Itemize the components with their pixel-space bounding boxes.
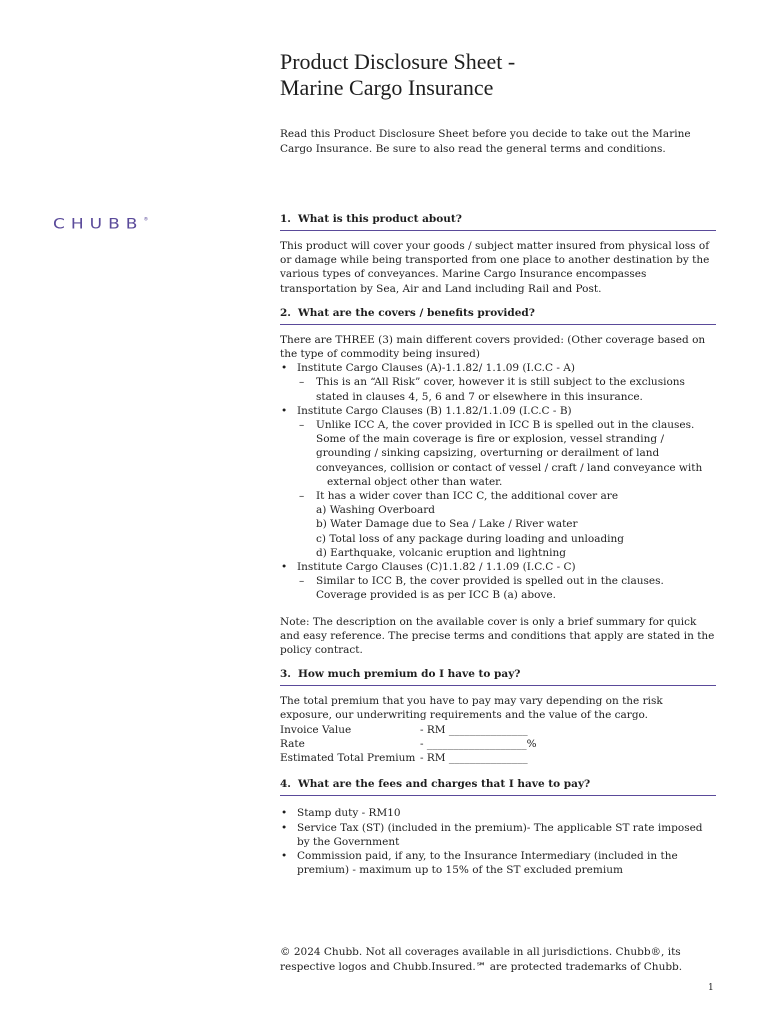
section-3-body: The total premium that you have to pay may vary depending on the risk exposure, our underwriting requirements and the value of the cargo. <box>280 695 663 722</box>
premium-row-label: Rate <box>280 737 305 750</box>
fee-item: • Commission paid, if any, to the Insurance Intermediary (included in the premium) - maximum up to 15% of the ST excluded premium <box>280 849 716 877</box>
additional-cover-c: c) Total loss of any package during loading and unloading <box>316 532 625 545</box>
cover-icc-b-detail-2-text: It has a wider cover than ICC C, the additional cover are <box>316 490 619 503</box>
covers-list <box>280 361 716 602</box>
cover-icc-c-title: Institute Cargo Clauses (C)1.1.82 / 1.1.09 (I.C.C - C) <box>297 561 576 574</box>
intro-paragraph: Read this Product Disclosure Sheet before you decide to take out the Marine Cargo Insurance. Be sure to also read the general terms and conditions. <box>280 128 691 155</box>
premium-row <box>280 723 716 737</box>
premium-row-label: Estimated Total Premium <box>280 752 416 765</box>
copyright-footer <box>280 945 700 974</box>
logo-registered-mark: ® <box>143 217 149 223</box>
page-title-line-1: Product Disclosure Sheet - <box>280 49 516 74</box>
section-2-intro: There are THREE (3) main different covers provided: (Other coverage based on the type of commodity being insured) <box>280 333 706 361</box>
premium-row-label: Invoice Value <box>280 723 352 736</box>
cover-icc-c <box>280 560 716 603</box>
section-4-title: What are the fees and charges that I have to pay? <box>298 778 591 791</box>
chubb-logo <box>53 216 148 233</box>
premium-row-value: - RM _______________ <box>420 752 528 765</box>
cover-icc-b-detail-1 <box>297 418 716 489</box>
section-2-heading <box>280 306 716 325</box>
premium-row <box>280 751 716 765</box>
copyright-line-2: respective logos and Chubb.Insured.℠ are protected trademarks of Chubb. <box>280 960 683 973</box>
section-1-number: 1. <box>280 213 291 225</box>
section-2-number: 2. <box>280 306 291 319</box>
fees-list <box>280 806 716 877</box>
section-2-title: What are the covers / benefits provided? <box>298 306 535 319</box>
cover-icc-b-detail-1-text: Unlike ICC A, the cover provided in ICC B is spelled out in the clauses. Some of the main coverage is fire or explosion, vessel stranding / grounding / sinking capsizing, overturning or derailment of land conveyances, collision or contact of vessel / craft / land conveyance with <box>316 419 703 474</box>
section-1-heading <box>280 212 716 231</box>
fee-item: • Stamp duty - RM10 <box>280 806 716 820</box>
section-4-number: 4. <box>280 778 291 791</box>
premium-row-value: - RM _______________ <box>420 723 528 736</box>
additional-cover-d: d) Earthquake, volcanic eruption and lightning <box>316 546 566 559</box>
section-3-heading <box>280 667 716 686</box>
cover-icc-b-title: Institute Cargo Clauses (B) 1.1.82/1.1.09 (I.C.C - B) <box>297 404 572 417</box>
page-title <box>280 49 700 101</box>
fee-item: • Service Tax (ST) (included in the premium)- The applicable ST rate imposed by the Government <box>280 821 716 849</box>
premium-block <box>280 694 716 765</box>
section-2-note: Note: The description on the available cover is only a brief summary for quick and easy reference. The precise terms and conditions that apply are stated in the policy contract. <box>280 615 715 657</box>
logo-text: CHUBB <box>53 215 144 233</box>
section-1-title: What is this product about? <box>298 213 462 225</box>
section-1-body: This product will cover your goods / subject matter insured from physical loss of or damage while being transported from one place to another destination by the various types of conveyances. Marine Cargo Insurance encompasses transportation by Sea, Air and Land including Rail and Post. <box>280 240 710 295</box>
section-3-title: How much premium do I have to pay? <box>298 668 521 681</box>
main-content <box>280 212 716 877</box>
section-4-heading <box>280 777 716 796</box>
cover-icc-b-detail-2 <box>297 489 716 560</box>
cover-icc-a-detail: – This is an “All Risk” cover, however it is still subject to the exclusions stated in clauses 4, 5, 6 and 7 or elsewhere in this insurance. <box>297 375 716 403</box>
section-3-number: 3. <box>280 668 291 681</box>
premium-row-value: - ___________________% <box>420 737 537 750</box>
page-number: 1 <box>708 983 714 993</box>
premium-row <box>280 737 716 751</box>
cover-icc-b <box>280 404 716 560</box>
cover-icc-b-detail-1-continued: external object other than water. <box>327 475 503 488</box>
page-title-line-2: Marine Cargo Insurance <box>280 75 494 100</box>
cover-icc-c-detail: – Similar to ICC B, the cover provided is spelled out in the clauses. Coverage provided is as per ICC B (a) above. <box>297 574 716 602</box>
additional-cover-a: a) Washing Overboard <box>316 504 435 517</box>
cover-icc-a-title: Institute Cargo Clauses (A)-1.1.82/ 1.1.09 (I.C.C - A) <box>297 362 575 375</box>
copyright-line-1: © 2024 Chubb. Not all coverages available in all jurisdictions. Chubb®, its <box>280 946 681 958</box>
cover-icc-a <box>280 361 716 404</box>
additional-cover-b: b) Water Damage due to Sea / Lake / River water <box>316 518 578 531</box>
